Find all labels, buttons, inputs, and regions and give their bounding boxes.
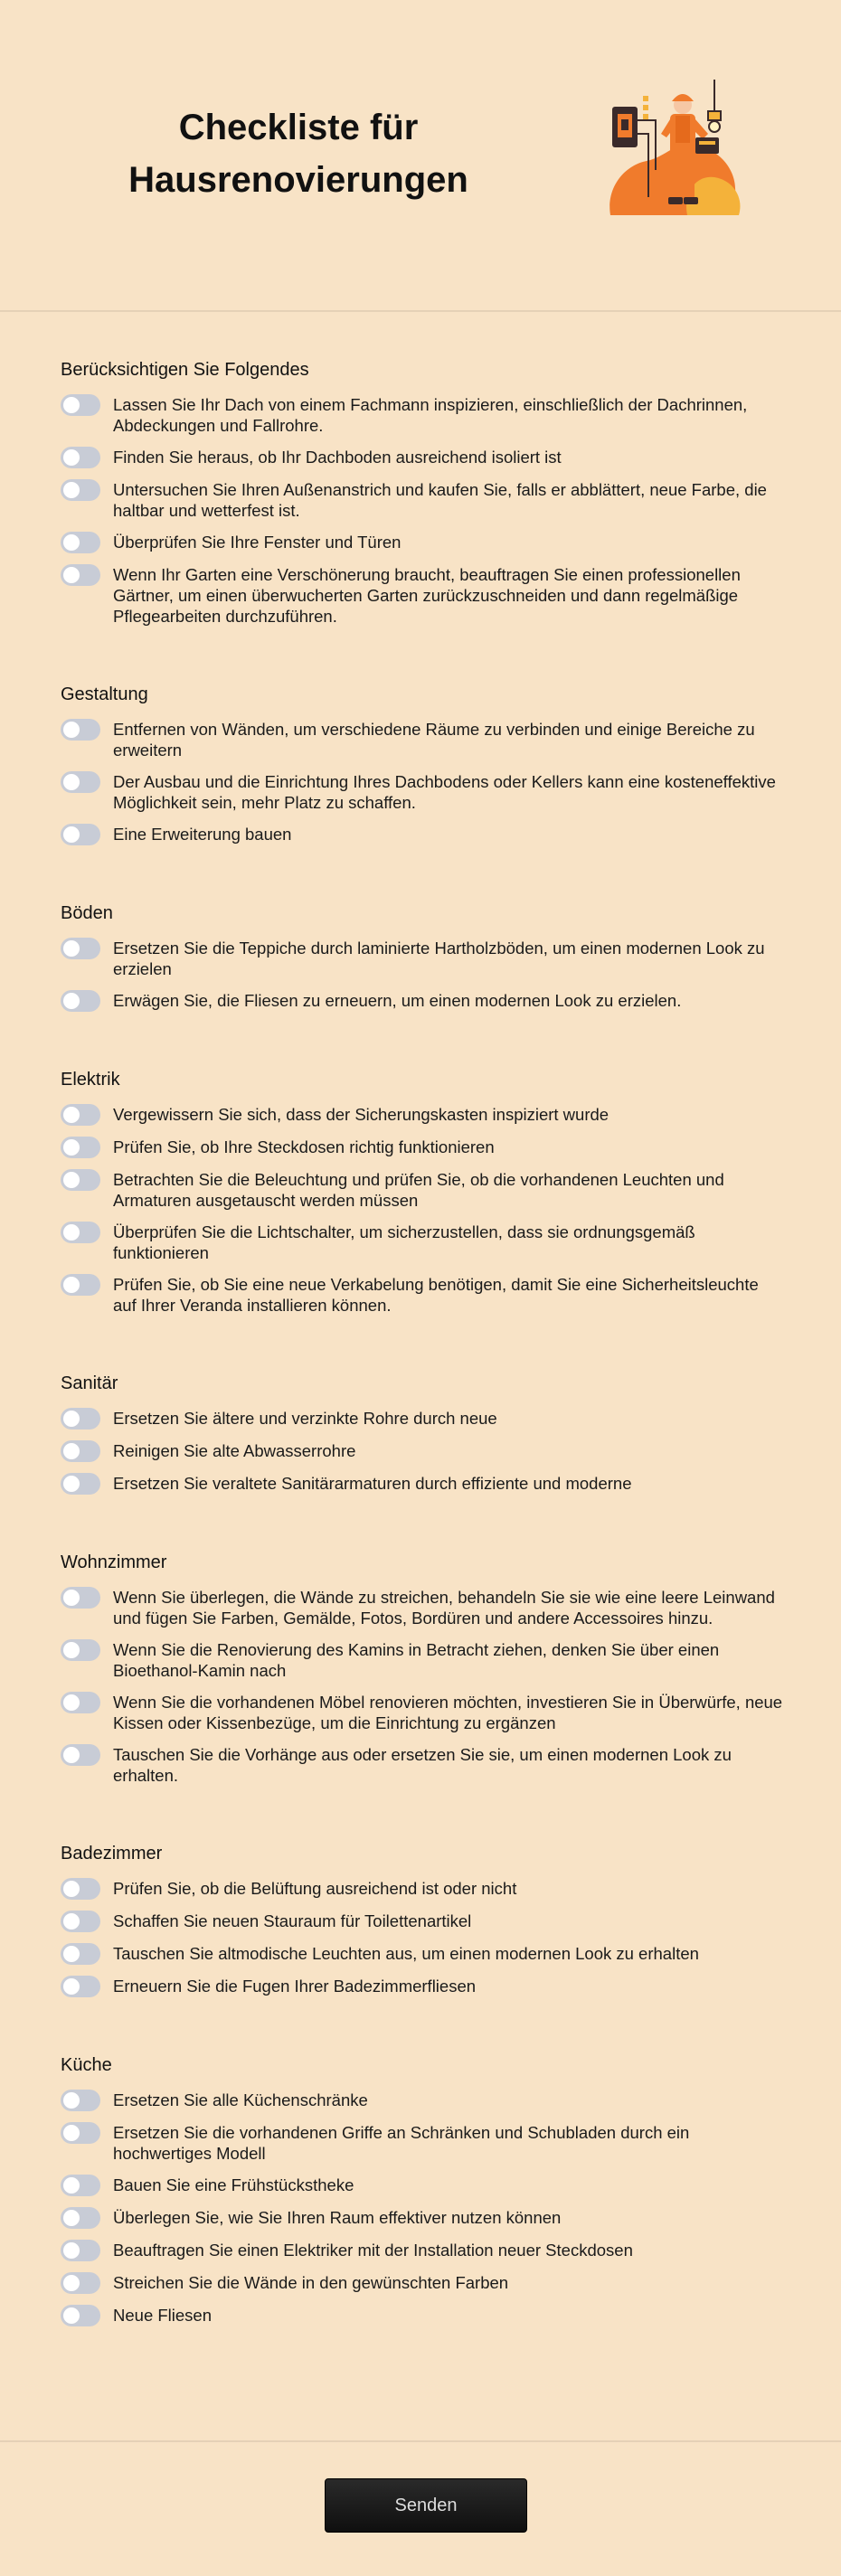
checklist-item — [61, 1274, 784, 1316]
checklist-item — [61, 2175, 784, 2196]
section-title: Gestaltung — [61, 684, 148, 704]
checklist-item — [61, 1222, 784, 1263]
toggle-switch[interactable] — [61, 1692, 100, 1713]
toggle-switch[interactable] — [61, 1104, 100, 1126]
toggle-knob — [63, 449, 80, 466]
checklist-item — [61, 1440, 784, 1462]
checklist-section — [61, 358, 784, 627]
toggle-switch[interactable] — [61, 2122, 100, 2144]
checklist-item — [61, 532, 784, 553]
checklist-item-label: Ersetzen Sie die Teppiche durch laminierte Hartholzböden, um einen modernen Look zu erzielen — [113, 939, 765, 978]
checklist-section — [61, 1372, 784, 1495]
page-title: Checkliste für Hausrenovierungen — [128, 108, 468, 200]
checklist-section — [61, 1842, 784, 1997]
toggle-knob — [63, 722, 80, 738]
section-title: Elektrik — [61, 1070, 120, 1090]
toggle-knob — [63, 2307, 80, 2324]
toggle-switch[interactable] — [61, 719, 100, 741]
checklist-item-label: Untersuchen Sie Ihren Außenanstrich und kaufen Sie, falls er abblättert, neue Farbe, die haltbar und wetterfest ist. — [113, 480, 767, 520]
checklist-item-label: Schaffen Sie neuen Stauraum für Toilettenartikel — [113, 1911, 472, 1930]
toggle-knob — [63, 1913, 80, 1930]
checklist-item-label: Finden Sie heraus, ob Ihr Dachboden ausreichend isoliert ist — [113, 448, 562, 467]
checklist-item-label: Tauschen Sie altmodische Leuchten aus, um einen modernen Look zu erhalten — [113, 1944, 699, 1963]
checklist-item — [61, 1878, 784, 1900]
section-title: Berücksichtigen Sie Folgendes — [61, 360, 309, 380]
toggle-knob — [63, 2177, 80, 2194]
toggle-knob — [63, 1590, 80, 1606]
toggle-knob — [63, 1747, 80, 1763]
section-title: Böden — [61, 903, 113, 923]
toggle-switch[interactable] — [61, 2240, 100, 2261]
checklist-item-label: Reinigen Sie alte Abwasserrohre — [113, 1441, 356, 1460]
toggle-switch[interactable] — [61, 824, 100, 845]
toggle-switch[interactable] — [61, 447, 100, 468]
toggle-switch[interactable] — [61, 479, 100, 501]
toggle-knob — [63, 1978, 80, 1995]
toggle-knob — [63, 1277, 80, 1293]
toggle-switch[interactable] — [61, 2090, 100, 2111]
toggle-switch[interactable] — [61, 2207, 100, 2229]
checklist-item — [61, 1943, 784, 1965]
toggle-knob — [63, 534, 80, 551]
checklist-item — [61, 2122, 784, 2164]
toggle-knob — [63, 940, 80, 957]
toggle-switch[interactable] — [61, 1408, 100, 1430]
toggle-knob — [63, 826, 80, 843]
toggle-knob — [63, 2275, 80, 2291]
checklist-item-label: Eine Erweiterung bauen — [113, 825, 292, 844]
section-title: Badezimmer — [61, 1844, 163, 1864]
checklist-item-label: Prüfen Sie, ob die Belüftung ausreichend ist oder nicht — [113, 1879, 517, 1898]
toggle-switch[interactable] — [61, 564, 100, 586]
checklist-item — [61, 1169, 784, 1211]
checklist-item-label: Tauschen Sie die Vorhänge aus oder ersetzen Sie sie, um einen modernen Look zu erhalten. — [113, 1745, 732, 1785]
toggle-knob — [63, 482, 80, 498]
toggle-switch[interactable] — [61, 1878, 100, 1900]
checklist-item — [61, 564, 784, 627]
toggle-switch[interactable] — [61, 1587, 100, 1609]
checklist-item-label: Bauen Sie eine Frühstückstheke — [113, 2175, 354, 2194]
checklist-item-label: Vergewissern Sie sich, dass der Sicherungskasten inspiziert wurde — [113, 1105, 609, 1124]
handyman-illustration-icon — [601, 80, 746, 224]
checklist-item-label: Ersetzen Sie die vorhandenen Griffe an Schränken und Schubladen durch ein hochwertiges Modell — [113, 2123, 690, 2163]
checklist-item — [61, 1639, 784, 1681]
checklist-item-label: Erwägen Sie, die Fliesen zu erneuern, um einen modernen Look zu erzielen. — [113, 991, 682, 1010]
checklist-item-label: Wenn Ihr Garten eine Verschönerung braucht, beauftragen Sie einen professionellen Gärtner, um einen überwucherten Garten zurückzuschneiden und dann regelmäßige Pflegearbeiten durchzuführen. — [113, 565, 741, 626]
toggle-knob — [63, 1224, 80, 1241]
toggle-knob — [63, 774, 80, 790]
checklist-section — [61, 901, 784, 1012]
toggle-switch[interactable] — [61, 1274, 100, 1296]
checklist-item — [61, 447, 784, 468]
toggle-switch[interactable] — [61, 1943, 100, 1965]
checklist-item-label: Überprüfen Sie Ihre Fenster und Türen — [113, 533, 402, 552]
toggle-switch[interactable] — [61, 2272, 100, 2294]
checklist-item — [61, 1744, 784, 1786]
toggle-knob — [63, 2242, 80, 2259]
checklist-item — [61, 1473, 784, 1495]
checklist-item-label: Prüfen Sie, ob Ihre Steckdosen richtig funktionieren — [113, 1137, 495, 1156]
toggle-knob — [63, 1411, 80, 1427]
toggle-knob — [63, 1694, 80, 1711]
toggle-switch[interactable] — [61, 938, 100, 959]
form-header — [0, 0, 841, 312]
checklist-item-label: Ersetzen Sie ältere und verzinkte Rohre durch neue — [113, 1409, 497, 1428]
checklist-item — [61, 990, 784, 1012]
toggle-knob — [63, 1946, 80, 1962]
toggle-knob — [63, 1139, 80, 1156]
toggle-knob — [63, 567, 80, 583]
checklist-item-label: Ersetzen Sie veraltete Sanitärarmaturen durch effiziente und moderne — [113, 1474, 632, 1493]
checklist-item-label: Wenn Sie überlegen, die Wände zu streichen, behandeln Sie sie wie eine leere Leinwand und fügen Sie Farben, Gemälde, Fotos, Bordüren und andere Accessoires hinzu. — [113, 1588, 775, 1628]
section-title: Küche — [61, 2055, 112, 2075]
checklist-item-label: Der Ausbau und die Einrichtung Ihres Dachbodens oder Kellers kann eine kosteneffektive Möglichkeit sein, mehr Platz zu schaffen. — [113, 772, 776, 812]
form-footer — [0, 2440, 841, 2576]
toggle-switch[interactable] — [61, 1744, 100, 1766]
checklist-item — [61, 479, 784, 521]
toggle-switch[interactable] — [61, 1911, 100, 1932]
section-title: Sanitär — [61, 1373, 118, 1393]
checklist-section — [61, 1068, 784, 1316]
toggle-switch[interactable] — [61, 771, 100, 793]
checklist-item — [61, 2272, 784, 2294]
checklist-item — [61, 719, 784, 760]
section-title: Wohnzimmer — [61, 1552, 167, 1572]
checklist-item — [61, 1911, 784, 1932]
toggle-switch[interactable] — [61, 1222, 100, 1243]
checklist-section — [61, 683, 784, 845]
checklist-item-label: Prüfen Sie, ob Sie eine neue Verkabelung benötigen, damit Sie eine Sicherheitsleuchte auf Ihrer Veranda installieren können. — [113, 1275, 759, 1315]
toggle-knob — [63, 2210, 80, 2226]
toggle-knob — [63, 993, 80, 1009]
checklist-item-label: Wenn Sie die Renovierung des Kamins in Betracht ziehen, denken Sie über einen Bioethanol-Kamin nach — [113, 1640, 720, 1680]
toggle-knob — [63, 1476, 80, 1492]
toggle-switch[interactable] — [61, 394, 100, 416]
toggle-switch[interactable] — [61, 1473, 100, 1495]
toggle-switch[interactable] — [61, 990, 100, 1012]
checklist-item — [61, 1137, 784, 1158]
checklist-item — [61, 2305, 784, 2326]
checklist-item — [61, 824, 784, 845]
checklist-item-label: Lassen Sie Ihr Dach von einem Fachmann inspizieren, einschließlich der Dachrinnen, Abdeckungen und Fallrohre. — [113, 395, 748, 435]
toggle-switch[interactable] — [61, 1169, 100, 1191]
checklist-item — [61, 771, 784, 813]
checklist-content — [61, 358, 784, 2383]
toggle-switch[interactable] — [61, 1639, 100, 1661]
checklist-item — [61, 2207, 784, 2229]
toggle-knob — [63, 397, 80, 413]
toggle-knob — [63, 1172, 80, 1188]
checklist-section — [61, 1551, 784, 1786]
checklist-item — [61, 2240, 784, 2261]
checklist-item — [61, 1104, 784, 1126]
submit-button[interactable]: Senden — [325, 2478, 527, 2533]
toggle-switch[interactable] — [61, 1976, 100, 1997]
checklist-section — [61, 2053, 784, 2326]
checklist-item — [61, 1976, 784, 1997]
toggle-switch[interactable] — [61, 532, 100, 553]
toggle-knob — [63, 1443, 80, 1459]
checklist-item-label: Ersetzen Sie alle Küchenschränke — [113, 2090, 368, 2109]
toggle-switch[interactable] — [61, 1440, 100, 1462]
checklist-item — [61, 2090, 784, 2111]
checklist-item-label: Beauftragen Sie einen Elektriker mit der Installation neuer Steckdosen — [113, 2241, 633, 2260]
checklist-item-label: Überprüfen Sie die Lichtschalter, um sicherzustellen, dass sie ordnungsgemäß funktionieren — [113, 1222, 695, 1262]
toggle-switch[interactable] — [61, 2175, 100, 2196]
toggle-switch[interactable] — [61, 2305, 100, 2326]
checklist-item — [61, 938, 784, 979]
toggle-knob — [63, 1107, 80, 1123]
checklist-item-label: Überlegen Sie, wie Sie Ihren Raum effektiver nutzen können — [113, 2208, 562, 2227]
checklist-item — [61, 1587, 784, 1628]
checklist-item-label: Neue Fliesen — [113, 2306, 213, 2325]
checklist-item-label: Erneuern Sie die Fugen Ihrer Badezimmerfliesen — [113, 1977, 477, 1996]
toggle-knob — [63, 1881, 80, 1897]
checklist-item — [61, 394, 784, 436]
checklist-item — [61, 1692, 784, 1733]
checklist-item-label: Wenn Sie die vorhandenen Möbel renovieren möchten, investieren Sie in Überwürfe, neue Kissen oder Kissenbezüge, um die Einrichtung zu ergänzen — [113, 1693, 783, 1732]
checklist-item-label: Betrachten Sie die Beleuchtung und prüfen Sie, ob die vorhandenen Leuchten und Armaturen ausgetauscht werden müssen — [113, 1170, 724, 1210]
toggle-knob — [63, 1642, 80, 1658]
toggle-knob — [63, 2092, 80, 2109]
toggle-switch[interactable] — [61, 1137, 100, 1158]
checklist-item — [61, 1408, 784, 1430]
toggle-knob — [63, 2125, 80, 2141]
checklist-item-label: Entfernen von Wänden, um verschiedene Räume zu verbinden und einige Bereiche zu erweitern — [113, 720, 755, 760]
checklist-item-label: Streichen Sie die Wände in den gewünschten Farben — [113, 2273, 509, 2292]
